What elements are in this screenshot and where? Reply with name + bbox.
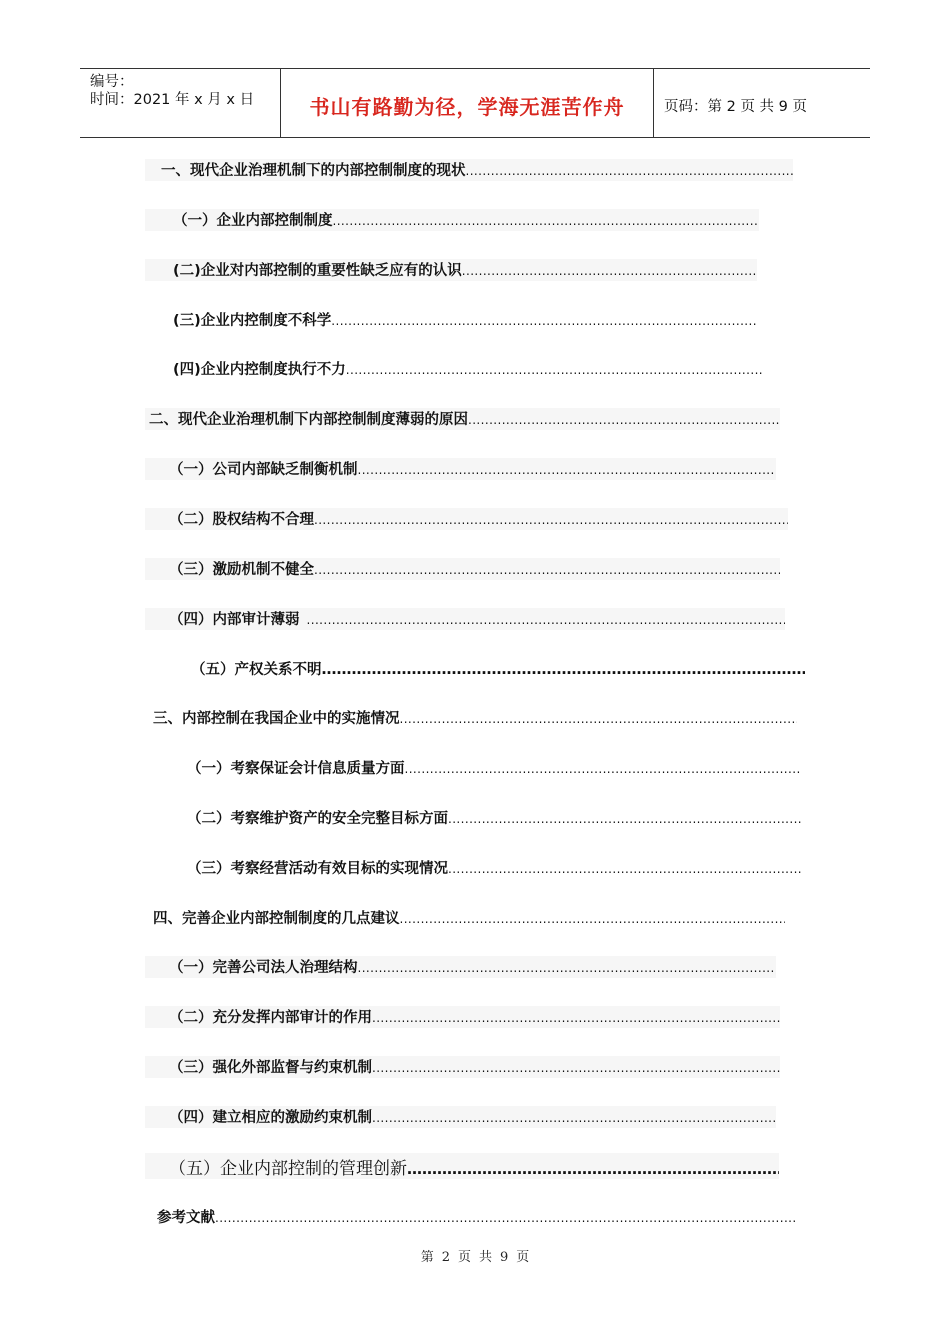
toc-leader-dots xyxy=(462,261,757,281)
toc-entry[interactable] xyxy=(145,907,785,929)
toc-entry-label: （一）公司内部缺乏制衡机制 xyxy=(169,462,358,478)
toc-leader-dots xyxy=(407,1159,779,1179)
toc-entry[interactable] xyxy=(145,707,797,729)
footer-page-word: 第 xyxy=(420,1250,434,1265)
toc-leader-dots xyxy=(400,909,786,929)
toc-entry[interactable] xyxy=(145,309,757,331)
toc-leader-dots xyxy=(314,510,788,530)
toc-entry[interactable] xyxy=(145,458,776,480)
footer-total-number: 9 xyxy=(500,1250,509,1265)
toc-entry-label: （二）考察维护资产的安全完整目标方面 xyxy=(187,811,448,827)
toc-entry-label: 四、完善企业内部控制制度的几点建议 xyxy=(153,911,400,927)
toc-entry[interactable] xyxy=(145,1206,795,1228)
toc-entry-label: (三)企业内控制度不科学 xyxy=(173,313,332,329)
toc-entry[interactable] xyxy=(145,658,805,680)
toc-leader-dots xyxy=(448,859,801,879)
toc-leader-dots xyxy=(358,958,777,978)
toc-leader-dots xyxy=(372,1108,776,1128)
footer-total-word: 共 xyxy=(479,1250,493,1265)
toc-entry[interactable] xyxy=(145,159,793,181)
toc-entry-label: （三）考察经营活动有效目标的实现情况 xyxy=(187,861,448,877)
toc-leader-dots xyxy=(466,161,794,181)
header-motto-cell xyxy=(281,69,654,137)
toc-leader-dots xyxy=(331,311,757,331)
header-page-cell xyxy=(654,69,870,137)
toc-entry[interactable] xyxy=(145,608,785,630)
toc-entry-label: （一）完善公司法人治理结构 xyxy=(169,960,358,976)
toc-entry[interactable] xyxy=(145,259,757,281)
toc-leader-dots xyxy=(400,709,798,729)
toc-entry-label: (四)企业内控制度执行不力 xyxy=(173,362,346,378)
toc-entry[interactable] xyxy=(145,209,759,231)
toc-entry[interactable] xyxy=(145,558,780,580)
toc-leader-dots xyxy=(322,659,806,680)
toc-entry-label: （四）内部审计薄弱 xyxy=(169,612,300,628)
footer-page-number: 2 xyxy=(441,1250,450,1265)
toc-entry-label: 一、现代企业治理机制下的内部控制制度的现状 xyxy=(161,163,466,179)
toc-leader-dots xyxy=(372,1058,780,1078)
toc-entry-label: （一）企业内部控制制度 xyxy=(173,213,333,229)
toc-entry-label: 参考文献 xyxy=(157,1210,215,1226)
toc-leader-dots xyxy=(372,1008,780,1028)
toc-entry-label: （四）建立相应的激励约束机制 xyxy=(169,1110,372,1126)
toc-entry[interactable] xyxy=(145,857,801,879)
toc-entry-label: （二）充分发挥内部审计的作用 xyxy=(169,1010,372,1026)
toc-entry[interactable] xyxy=(145,1006,780,1028)
toc-entry-label: 三、内部控制在我国企业中的实施情况 xyxy=(153,711,400,727)
toc-leader-dots xyxy=(333,211,760,231)
header-motto: 书山有路勤为径，学海无涯苦作舟 xyxy=(309,95,625,119)
header-page-info: 页码：第 2 页 共 9 页 xyxy=(664,99,807,115)
toc-leader-dots xyxy=(448,809,801,829)
document-number-label: 编号： xyxy=(90,74,134,90)
toc-leader-dots xyxy=(314,560,780,580)
toc-entry[interactable] xyxy=(145,408,780,430)
toc-entry[interactable] xyxy=(145,807,801,829)
toc-entry[interactable] xyxy=(145,508,788,530)
toc-leader-dots xyxy=(468,410,780,430)
toc-entry[interactable] xyxy=(145,358,762,380)
toc-entry[interactable] xyxy=(145,757,801,779)
toc-entry-label: （一）考察保证会计信息质量方面 xyxy=(187,761,405,777)
page-footer xyxy=(0,1246,950,1265)
document-header xyxy=(80,68,870,138)
header-meta-cell xyxy=(80,69,281,137)
toc-leader-dots xyxy=(358,460,777,480)
toc-leader-dots xyxy=(307,610,785,630)
document-date: 时间：2021 年 x 月 x 日 xyxy=(90,92,255,108)
toc-entry[interactable] xyxy=(145,956,776,978)
footer-total-unit: 页 xyxy=(516,1250,530,1265)
toc-entry-label: (二)企业对内部控制的重要性缺乏应有的认识 xyxy=(173,263,462,279)
toc-entry[interactable] xyxy=(145,1153,779,1179)
toc-entry[interactable] xyxy=(145,1106,776,1128)
toc-entry-label: （三）激励机制不健全 xyxy=(169,562,314,578)
toc-leader-dots xyxy=(215,1208,795,1228)
toc-entry[interactable] xyxy=(145,1056,780,1078)
toc-leader-dots xyxy=(405,759,802,779)
toc-entry-label: （五）企业内部控制的管理创新 xyxy=(169,1159,407,1179)
toc-leader-dots xyxy=(346,360,762,380)
footer-page-unit: 页 xyxy=(457,1250,471,1265)
toc-entry-label: （三）强化外部监督与约束机制 xyxy=(169,1060,372,1076)
toc-entry-label: （二）股权结构不合理 xyxy=(169,512,314,528)
toc-entry-label: （五）产权关系不明 xyxy=(191,662,322,678)
toc-entry-label: 二、现代企业治理机制下内部控制制度薄弱的原因 xyxy=(149,412,468,428)
